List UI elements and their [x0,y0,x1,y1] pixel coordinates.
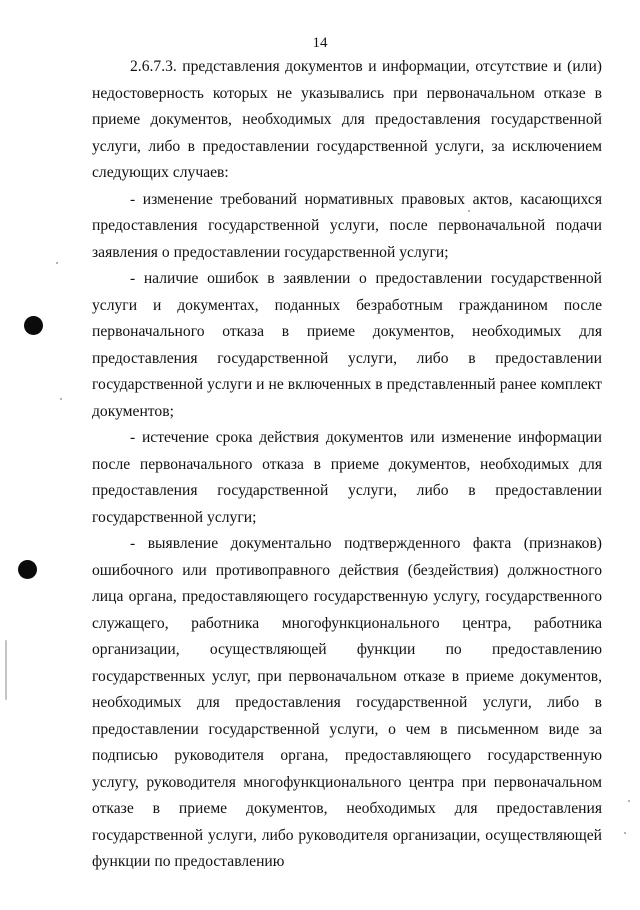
paragraph-clause-2-6-7-3: 2.6.7.3. представления документов и информации, отсутствие и (или) недостоверность которых не указывались при первоначальном отказе в приеме документов, необходимых для предоставления государственной услуги, либо в предоставлении государственной услуги, за исключением следующих случаев: [92,58,602,181]
scan-speck [624,832,626,834]
scan-speck [60,398,62,400]
paragraph-official-misconduct: - выявление документально подтвержденного факта (признаков) ошибочного или противоправного действия (бездействия) должностного лица органа, предоставляющего государственную услугу, государственного служащего, работника многофункционального центра, работника организации, осуществляющей функции по предоставлению государственных услуг, при первоначальном отказе в приеме документов, необходимых для предоставления государственной услуги, либо в предоставлении государственной услуги, о чем в письменном виде за подписью руководителя органа, предоставляющего государственную услугу, руководителя многофункционального центра при первоначальном отказе в приеме документов, необходимых для предоставления государственной услуги, либо руководителя организации, осуществляющей функции по предоставлению [92,535,602,870]
scan-edge-mark [5,640,7,700]
scan-speck [468,210,470,212]
body-text [92,54,602,876]
paragraph-legal-change: - изменение требований нормативных правовых актов, касающихся предоставления государственной услуги, после первоначальной подачи заявления о предоставлении государственной услуги; [92,190,602,261]
scan-speck [628,800,630,802]
punch-hole-icon [24,316,43,335]
scan-speck [56,262,58,264]
paragraph-document-expiry: - истечение срока действия документов или изменение информации после первоначального отказа в приеме документов, необходимых для предоставления государственной услуги, либо в предоставлении государственной услуги; [92,429,602,526]
punch-hole-icon [18,560,37,579]
page-number: 14 [312,35,328,51]
paragraph-application-errors: - наличие ошибок в заявлении о предоставлении государственной услуги и документах, поданных безработным гражданином после первоначального отказа в приеме документов, необходимых для предоставления государственной услуги, либо в предоставлении государственной услуги и не включенных в представленный ранее комплект документов; [92,270,602,420]
